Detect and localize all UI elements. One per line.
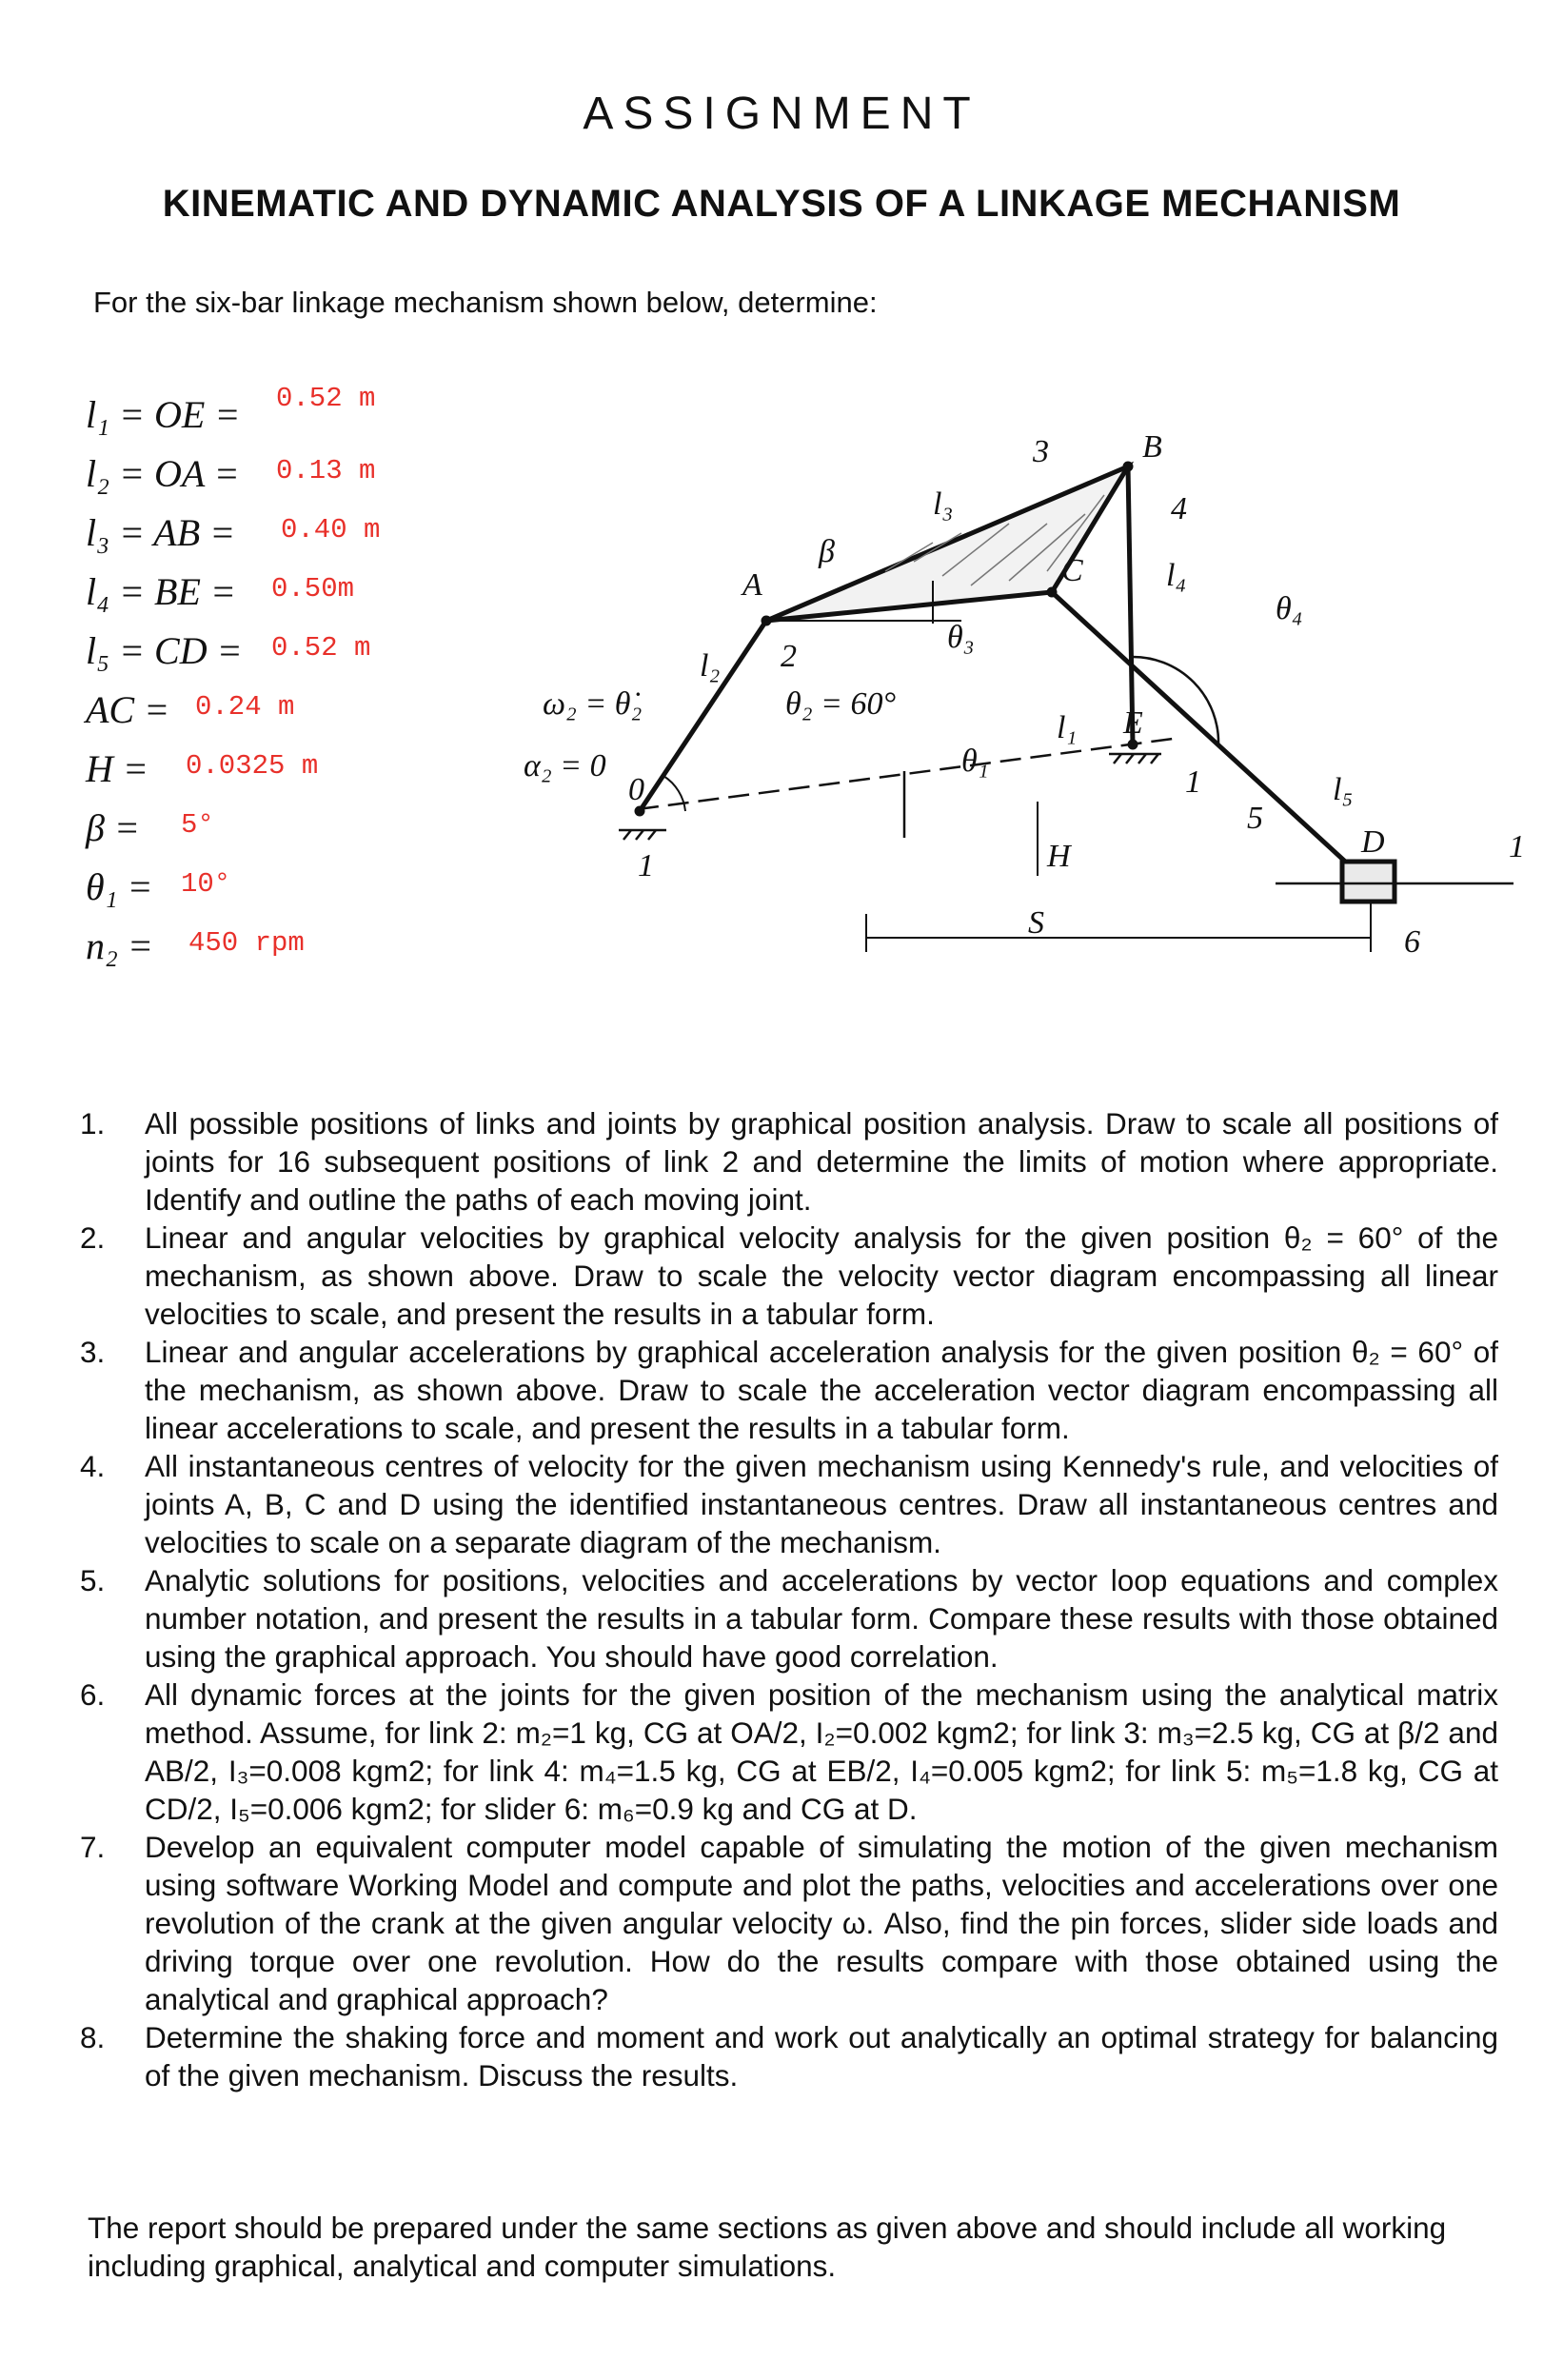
task-item xyxy=(80,1333,1498,1447)
param-theta1 xyxy=(86,864,231,909)
param-label: β = xyxy=(86,806,140,849)
label-2: 2 xyxy=(781,639,797,674)
param-label: l₅ = CD = xyxy=(86,629,243,672)
param-value: 0.52 m xyxy=(276,383,376,414)
label-alpha: α₂ = 0 xyxy=(524,748,606,783)
assignment-title: ASSIGNMENT xyxy=(583,89,980,139)
label-l5: l₅ xyxy=(1333,772,1354,807)
param-value: 0.0325 m xyxy=(186,750,319,782)
label-omega: ω₂ = θ̇₂ xyxy=(543,686,643,722)
label-1-o: 1 xyxy=(638,848,654,883)
task-number: 6. xyxy=(80,1677,106,1712)
label-l2: l₂ xyxy=(700,648,721,684)
task-item xyxy=(80,2018,1498,2094)
param-label: l₄ = BE = xyxy=(86,570,236,613)
ground-pin-e xyxy=(1109,754,1161,764)
param-value: 0.13 m xyxy=(276,455,376,486)
param-label: l₁ = OE = xyxy=(86,393,241,436)
label-e: E xyxy=(1123,705,1143,741)
label-a: A xyxy=(742,567,762,603)
label-4: 4 xyxy=(1171,491,1187,526)
task-number: 4. xyxy=(80,1449,106,1483)
param-l2 xyxy=(86,451,376,496)
param-label: AC = xyxy=(86,688,170,731)
joint-a xyxy=(762,616,771,625)
label-s: S xyxy=(1028,905,1044,941)
task-text: Analytic solutions for positions, velocities and accelerations by vector loop equations and complex number notation, and present the results in a tabular form. Compare these results with those obtained using the graphical approach. You should have good correlation. xyxy=(145,1563,1498,1674)
label-theta3: θ₃ xyxy=(947,620,975,655)
label-b: B xyxy=(1142,429,1162,465)
link-4-be xyxy=(1128,466,1133,744)
param-n2 xyxy=(86,923,305,968)
task-text: All possible positions of links and joints by graphical position analysis. Draw to scale all positions of joints for 16 subsequent positions of link 2 and determine the limits of motion where appropriate. Identify and outline the paths of each moving joint. xyxy=(145,1106,1498,1217)
oe-ground-line xyxy=(638,738,1180,809)
param-l5 xyxy=(86,628,371,673)
task-text: Linear and angular accelerations by graphical acceleration analysis for the given position θ₂ = 60° of the mechanism, as shown above. Draw to scale the acceleration vector diagram encompassing all linear accelerations to scale, and present the results in a tabular form. xyxy=(145,1335,1498,1445)
task-text: Develop an equivalent computer model capable of simulating the motion of the given mechanism using software Working Model and compute and plot the paths, velocities and accelerations over one revolution of the crank at the given angular velocity ω. Also, find the pin forces, slider side loads and driving torque over one revolution. How do the results compare with those obtained using the analytical and graphical approach? xyxy=(145,1830,1498,2016)
label-5: 5 xyxy=(1247,801,1263,836)
joint-c xyxy=(1047,587,1057,597)
param-value: 0.50m xyxy=(271,573,355,605)
label-c: C xyxy=(1061,553,1083,588)
task-number: 2. xyxy=(80,1220,106,1255)
task-item xyxy=(80,1104,1498,1219)
task-list xyxy=(80,1104,1498,2094)
task-number: 5. xyxy=(80,1563,106,1597)
param-value: 450 rpm xyxy=(188,927,305,959)
assignment-subtitle: KINEMATIC AND DYNAMIC ANALYSIS OF A LINKAGE MECHANISM xyxy=(162,183,1401,225)
task-text: All dynamic forces at the joints for the given position of the mechanism using the analytical matrix method. Assume, for link 2: m₂=1 kg, CG at OA/2, I₂=0.002 kgm2; for link 3: m₃=2.5 kg, CG at β/2 and AB/2, I₃=0.008 kgm2; for link 4: m₄=1.5 kg, CG at EB/2, I₄=0.005 kgm2; for link 5: m₅=1.8 kg, CG at CD/2, I₅=0.006 kgm2; for slider 6: m₆=0.9 kg and CG at D. xyxy=(145,1677,1498,1826)
label-h: H xyxy=(1047,839,1071,874)
param-label: θ₁ = xyxy=(86,865,153,908)
theta2-arc xyxy=(663,776,685,811)
label-d: D xyxy=(1361,824,1385,860)
param-l4 xyxy=(86,569,355,614)
param-label: n₂ = xyxy=(86,924,153,967)
param-h xyxy=(86,746,319,791)
report-instructions: The report should be prepared under the same sections as given above and should include all working including graphical, analytical and computer simulations. xyxy=(88,2211,1447,2283)
param-l1 xyxy=(86,383,376,437)
label-theta4: θ₄ xyxy=(1276,591,1303,626)
param-l3 xyxy=(86,510,381,555)
param-label: l₃ = AB = xyxy=(86,511,236,554)
label-l4: l₄ xyxy=(1166,558,1187,593)
label-6: 6 xyxy=(1404,924,1420,960)
param-value: 0.40 m xyxy=(281,514,381,545)
label-theta1: θ₁ xyxy=(961,744,989,779)
joint-e xyxy=(1128,740,1138,749)
slider-6 xyxy=(1342,862,1395,902)
link-5-cd xyxy=(1052,592,1366,881)
label-beta: β xyxy=(819,534,835,569)
label-l1: l₁ xyxy=(1057,710,1078,745)
label-theta2-eq: θ₂ = 60° xyxy=(785,686,897,722)
task-number: 3. xyxy=(80,1335,106,1369)
param-ac xyxy=(86,687,295,732)
task-item xyxy=(80,1447,1498,1561)
param-value: 0.52 m xyxy=(271,632,371,664)
label-1-slider: 1 xyxy=(1509,829,1525,864)
task-text: All instantaneous centres of velocity for the given mechanism using Kennedy's rule, and velocities of joints A, B, C and D using the identified instantaneous centres. Draw all instantaneous centres and velocities to scale on a separate diagram of the mechanism. xyxy=(145,1449,1498,1559)
joint-b xyxy=(1123,462,1133,471)
joint-o xyxy=(635,806,644,816)
intro-text: For the six-bar linkage mechanism shown below, determine: xyxy=(93,286,878,319)
task-number: 1. xyxy=(80,1106,106,1140)
ground-pin-o xyxy=(619,830,666,840)
label-3: 3 xyxy=(1033,434,1049,469)
param-value: 0.24 m xyxy=(195,691,295,723)
task-item xyxy=(80,1219,1498,1333)
task-text: Linear and angular velocities by graphical velocity analysis for the given position θ₂ = 60° of the mechanism, as shown above. Draw to scale the velocity vector diagram encompassing all linear velocities to scale, and present the results in a tabular form. xyxy=(145,1220,1498,1331)
param-value: 10° xyxy=(181,868,231,900)
param-beta xyxy=(86,805,214,850)
task-number: 8. xyxy=(80,2020,106,2054)
param-value: 5° xyxy=(181,809,214,841)
task-item xyxy=(80,1561,1498,1676)
param-label: l₂ = OA = xyxy=(86,452,240,495)
task-item xyxy=(80,1676,1498,1828)
six-bar-linkage-diagram xyxy=(514,381,1542,1009)
param-label: H = xyxy=(86,747,148,790)
task-number: 7. xyxy=(80,1830,106,1864)
task-item xyxy=(80,1828,1498,2018)
task-text: Determine the shaking force and moment and work out analytically an optimal strategy for balancing of the given mechanism. Discuss the results. xyxy=(145,2020,1498,2092)
label-1-e: 1 xyxy=(1185,764,1201,800)
label-l3: l₃ xyxy=(933,486,954,522)
label-o: 0 xyxy=(628,772,644,807)
